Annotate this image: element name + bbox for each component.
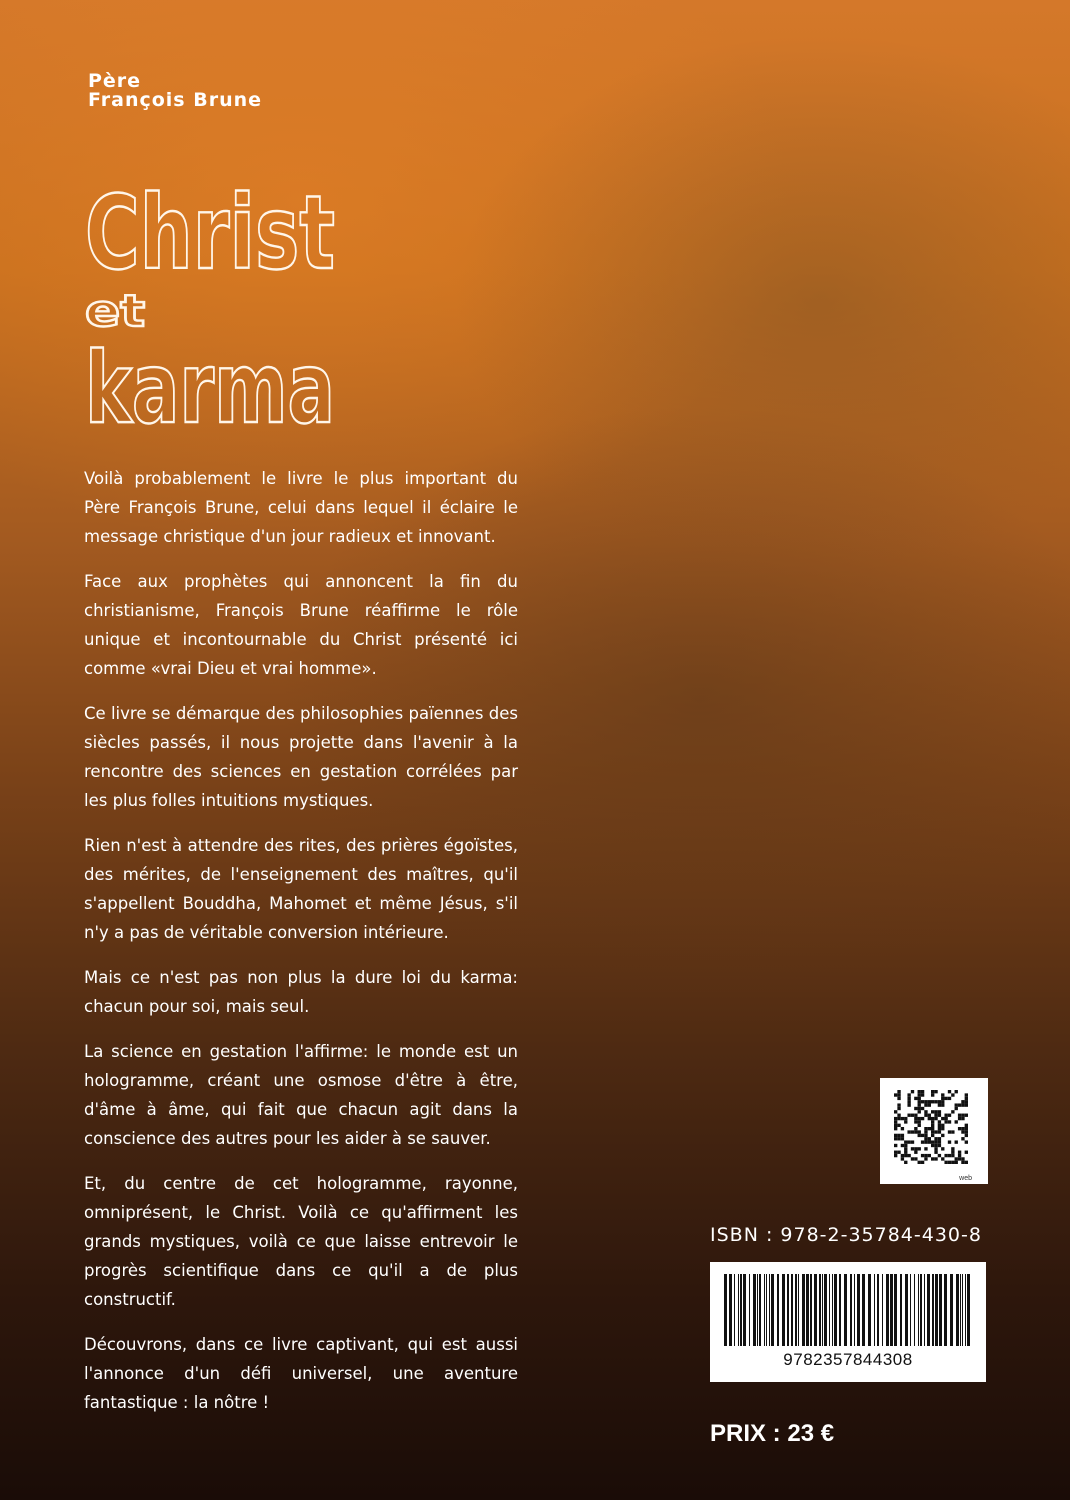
title-line-karma: karma bbox=[85, 332, 335, 446]
author-name bbox=[88, 72, 262, 110]
blurb-paragraph: Voilà probablement le livre le plus important du Père François Brune, celui dans lequel il éclaire le message christique d'un jour radieux et innovant. bbox=[84, 469, 518, 546]
title-line-christ: Christ bbox=[85, 174, 335, 293]
barcode-number: 9782357844308 bbox=[783, 1350, 913, 1369]
barcode-icon bbox=[724, 1274, 972, 1346]
blurb-paragraph: Rien n'est à attendre des rites, des prières égoïstes, des mérites, de l'enseignement des maîtres, qu'il s'appellent Bouddha, Mahomet et même Jésus, s'il n'y a pas de véritable conversion intérieure. bbox=[84, 836, 518, 942]
barcode bbox=[710, 1262, 986, 1382]
title-line-et: et bbox=[85, 286, 145, 337]
book-title bbox=[80, 118, 350, 446]
blurb-paragraph: Et, du centre de cet hologramme, rayonne, omniprésent, le Christ. Voilà ce qu'affirment les grands mystiques, voilà ce que laisse entrevoir le progrès scientifique dans ce qu'il a de plus constructif. bbox=[84, 1174, 518, 1309]
qr-caption: web bbox=[959, 1175, 972, 1182]
blurb bbox=[84, 464, 518, 1433]
blurb-paragraph: Ce livre se démarque des philosophies païennes des siècles passés, il nous projette dans l'avenir à la rencontre des sciences en gestation corrélées par les plus folles intuitions mystiques. bbox=[84, 704, 518, 810]
blurb-paragraph: Découvrons, dans ce livre captivant, qui est aussi l'annonce d'un défi universel, une aventure fantastique : la nôtre ! bbox=[84, 1335, 518, 1412]
author-line-2: François Brune bbox=[88, 89, 263, 111]
price-label: PRIX : 23 € bbox=[710, 1420, 835, 1447]
blurb-paragraph: Mais ce n'est pas non plus la dure loi du karma: chacun pour soi, mais seul. bbox=[84, 968, 518, 1016]
author-line-1: Père bbox=[88, 70, 142, 92]
qr-code bbox=[880, 1078, 988, 1184]
isbn-label: ISBN : 978-2-35784-430-8 bbox=[710, 1224, 982, 1246]
blurb-paragraph: Face aux prophètes qui annoncent la fin du christianisme, François Brune réaffirme le rôle unique et incontournable du Christ présenté ici comme «vrai Dieu et vrai homme». bbox=[84, 572, 518, 678]
qr-code-icon bbox=[894, 1090, 968, 1164]
blurb-paragraph: La science en gestation l'affirme: le monde est un hologramme, créant une osmose d'être à être, d'âme à âme, qui fait que chacun agit dans la conscience des autres pour les aider à se sauver. bbox=[84, 1042, 518, 1148]
